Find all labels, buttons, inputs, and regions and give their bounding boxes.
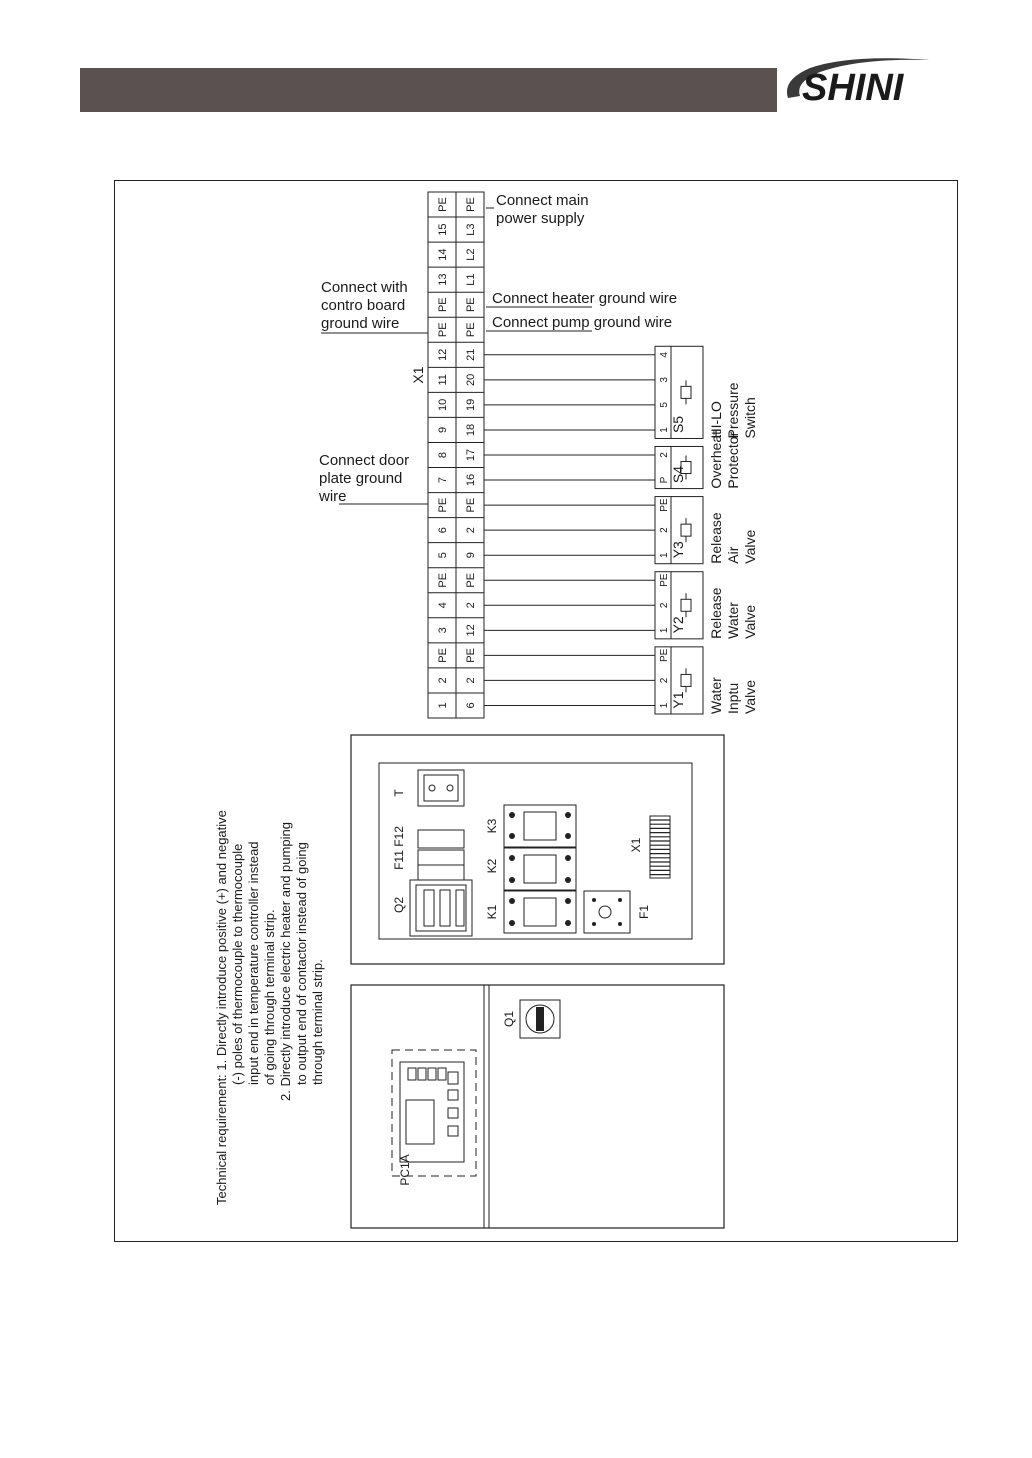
technical-requirement	[214, 810, 325, 1205]
terminal-strip-label: X1	[410, 366, 426, 384]
f1-label: F1	[637, 904, 651, 920]
terminal-bottom-label: 2	[465, 527, 477, 534]
door-plate-line-3: wire	[319, 488, 347, 505]
terminal-top-label: 3	[437, 627, 449, 634]
device-y2	[655, 572, 758, 639]
terminal-top-label: PE	[437, 572, 449, 588]
terminal-top-label: 6	[437, 527, 449, 534]
tech-req-line-4: of going through terminal strip.	[262, 909, 277, 1085]
device-s4	[655, 431, 741, 489]
terminal-top-label: 13	[437, 273, 449, 286]
terminal-bottom-label: L1	[465, 273, 477, 286]
terminal-top-label: 10	[437, 398, 449, 412]
terminal-bottom-label: 20	[465, 373, 477, 386]
device-pin-label: 1	[659, 552, 670, 558]
device-pin-label: 2	[659, 602, 670, 609]
contactor-k3	[485, 805, 576, 847]
device-s5	[655, 346, 758, 438]
device-pin-label: 3	[659, 377, 670, 383]
terminal-top-label: 1	[437, 702, 449, 709]
device-pin-label: 2	[659, 677, 670, 684]
device-description: Pressure	[725, 382, 741, 439]
device-description: Valve	[742, 680, 758, 714]
annotation-control-board	[321, 279, 428, 333]
terminal-bottom-label: PE	[465, 197, 477, 212]
device-description: Water	[708, 677, 724, 714]
device-pin-label: PE	[659, 648, 670, 663]
terminal-top-label: 14	[437, 248, 449, 261]
terminal-bottom-label: PE	[465, 297, 477, 313]
control-panel	[351, 735, 724, 964]
device-id-label: Y2	[670, 616, 686, 634]
device-pin-label: 2	[659, 452, 670, 458]
tech-req-line-6: to output end of contactor instead of going	[294, 842, 309, 1085]
device-description: Protector	[725, 431, 741, 489]
device-description: Valve	[742, 604, 758, 639]
terminal-top-label: 12	[437, 348, 449, 361]
k2-label: K2	[485, 858, 499, 874]
annotation-door-plate	[318, 452, 428, 505]
device-pin-label: PE	[659, 498, 670, 512]
contactor-k1	[485, 891, 576, 933]
device-pin-label: 1	[659, 627, 670, 634]
terminal-top-label: PE	[437, 322, 449, 338]
terminal-bottom-label: L3	[465, 223, 477, 236]
device-pin-label: 5	[659, 402, 670, 408]
device-pin-label: 1	[659, 702, 670, 709]
device-pin-label: PE	[659, 573, 670, 587]
terminal-top-label: 7	[437, 476, 449, 484]
terminal-top-label: PE	[437, 297, 449, 313]
device-id-label: Y1	[670, 691, 686, 709]
terminal-bottom-label: 9	[465, 552, 477, 559]
device-id-label: S5	[670, 415, 686, 434]
terminal-bottom-label: 2	[465, 602, 477, 609]
tech-req-line-7: through terminal strip.	[310, 959, 325, 1085]
terminal-bottom-label: PE	[465, 322, 477, 338]
terminal-bottom-label: PE	[465, 572, 477, 588]
controller-label: PC1A	[398, 1154, 412, 1186]
device-pin-label: 4	[659, 352, 670, 358]
control-board-line-1: Connect with	[321, 279, 408, 296]
terminal-bottom-label: 6	[465, 702, 477, 709]
device-description: HI-LO	[708, 401, 724, 439]
breaker-q2	[392, 880, 472, 936]
terminal-top-label: 11	[437, 374, 449, 386]
terminal-bottom-label: 19	[465, 398, 477, 412]
overload-f1	[584, 891, 651, 933]
temperature-controller	[392, 1050, 476, 1186]
terminal-bottom-label: PE	[465, 648, 477, 663]
annotation-main-power	[496, 192, 589, 227]
tech-req-line-2: (-) poles of thermocouple to thermocouple	[230, 843, 245, 1085]
device-y3	[655, 497, 758, 564]
heater-ground-label: Connect heater ground wire	[492, 290, 678, 307]
device-pin-label: 1	[659, 427, 670, 433]
device-y1	[655, 647, 758, 714]
transformer	[392, 770, 464, 806]
panel-terminal-x1	[629, 816, 670, 878]
main-switch-q1	[502, 1000, 560, 1038]
terminal-bottom-label: 17	[465, 448, 477, 462]
device-description: Release	[708, 587, 724, 639]
tech-req-line-3: input end in temperature controller instead	[246, 841, 261, 1085]
terminal-top-label: 9	[437, 426, 449, 434]
fuses-label: F11 F12	[392, 826, 406, 870]
device-id-label: S4	[670, 466, 686, 484]
transformer-label: T	[392, 789, 406, 797]
fuses	[392, 826, 464, 880]
terminal-bottom-label: 21	[465, 348, 477, 361]
device-description: Valve	[742, 529, 758, 564]
terminal-bottom-label: 18	[465, 423, 477, 437]
control-board-line-3: ground wire	[321, 315, 400, 332]
terminal-bottom-label: 16	[465, 473, 477, 487]
device-description: Water	[725, 602, 741, 639]
terminal-top-label: PE	[437, 648, 449, 663]
terminal-bottom-label: 2	[465, 677, 477, 684]
main-power-line-1: Connect main	[496, 192, 589, 209]
device-description: Overheat	[708, 430, 724, 489]
k1-label: K1	[485, 904, 499, 920]
switch-label: Q1	[502, 1010, 516, 1028]
terminal-top-label: 5	[437, 552, 449, 559]
terminal-top-label: PE	[437, 497, 449, 513]
terminal-bottom-label: L2	[465, 248, 477, 261]
k3-label: K3	[485, 818, 499, 834]
device-description: Switch	[742, 397, 758, 439]
brand-text: SHINI	[802, 67, 904, 109]
terminal-top-label: 2	[437, 677, 449, 684]
terminal-bottom-label: 12	[465, 624, 477, 637]
contactor-k2	[485, 848, 576, 890]
terminal-top-label: PE	[437, 197, 449, 212]
devices	[655, 346, 758, 714]
breaker-label: Q2	[392, 896, 406, 914]
device-description: Inptu	[725, 682, 741, 714]
terminal-bottom-label: PE	[465, 497, 477, 513]
terminal-top-label: 8	[437, 451, 449, 459]
panel-x1-label: X1	[629, 837, 643, 853]
door-panel	[351, 985, 724, 1228]
tech-req-line-1: Technical requirement: 1. Directly introduce positive (+) and negative	[214, 810, 229, 1205]
device-description: Release	[708, 512, 724, 564]
device-id-label: Y3	[670, 541, 686, 559]
wires	[484, 355, 655, 706]
device-pin-label: P	[659, 476, 670, 484]
control-board-line-2: contro board	[321, 297, 406, 314]
door-plate-line-1: Connect door	[319, 452, 410, 469]
tech-req-line-5: 2. Directly introduce electric heater and pumping	[278, 822, 293, 1101]
terminal-strip	[428, 192, 484, 718]
pump-ground-label: Connect pump ground wire	[492, 314, 673, 331]
main-power-line-2: power supply	[496, 210, 585, 227]
device-pin-label: 2	[659, 527, 670, 533]
door-plate-line-2: plate ground	[319, 470, 403, 487]
terminal-top-label: 15	[437, 223, 449, 236]
terminal-top-label: 4	[437, 602, 449, 609]
device-description: Air	[725, 546, 741, 564]
